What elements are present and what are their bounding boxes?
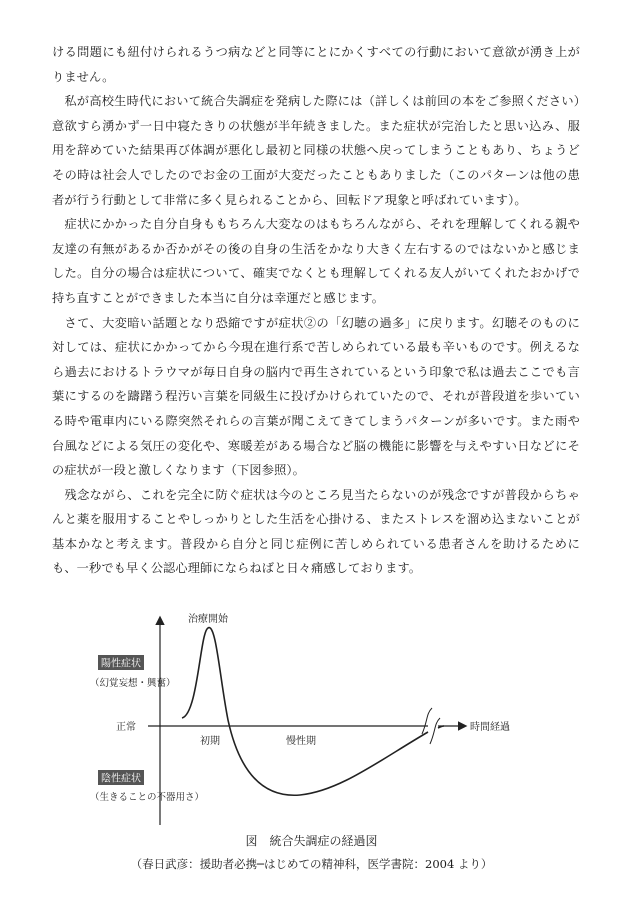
paragraph: 私が高校生時代において統合失調症を発病した際には（詳しくは前回の本をご参照ください）意欲すら湧かず一日中寝たきりの状態が半年続きました。また症状が完治したと思い込み、服用を辞めていた結果再び体調が悪化し最初と同様の状態へ戻ってしまうこともあり、ちょうどその時は社会人でしたのでお金の工面が大変だったこともありました（このパターンは他の患者が行う行動として非常に多く見られることから、回転ドア現象と呼ばれています）。	[52, 94, 580, 207]
treatment-start-label: 治療開始	[188, 614, 228, 625]
figure-citation: （春日武彦：援助者必携─はじめての精神科，医学書院：2004 より）	[130, 857, 493, 871]
paragraph: ける問題にも紐付けられるうつ病などと同等にとにかくすべての行動において意欲が湧き上がりません。	[52, 45, 580, 84]
axis-break-mark	[422, 708, 432, 734]
course-diagram	[60, 610, 580, 835]
paragraph: 症状にかかった自分自身ももちろん大変なのはもちろんながら、それを理解してくれる親や友達の有無があるか否かがその後の自身の生活をかなり大きく左右するのではないかと感じました。自分の場合は症状について、確実でなくとも理解してくれる友人がいてくれたおかげで持ち直すことができました本当に自分は幸運だと感じます。	[52, 217, 580, 305]
negative-symptom-label: 陰性症状	[101, 773, 141, 785]
normal-label: 正常	[116, 722, 136, 733]
time-axis-label: 時間経過	[470, 722, 510, 733]
paragraph: 残念ながら、これを完全に防ぐ症状は今のところ見当たらないのが残念ですが普段からちゃんと薬を服用することやしっかりとした生活を心掛ける、またストレスを溜め込まないことが基本かなと考えます。普段から自分と同じ症例に苦しめられている患者さんを助けるためにも、一秒でも早く公認心理師にならねばと日々痛感しております。	[52, 487, 580, 576]
paragraph: さて、大変暗い話題となり恐縮ですが症状②の「幻聴の過多」に戻ります。幻聴そのものに対しては、症状にかかってから今現在進行系で苦しめられている最も辛いものです。例えるなら過去におけるトラウマが毎日自身の脳内で再生されているという印象で私は過去ここでも言葉にするのを躊躇う程汚い言葉を同級生に投げかけられていたので、それが普段道を歩いている時や電車内にいる際突然それらの言葉が聞こえてきてしまうパターンが多いです。また雨や台風などによる気圧の変化や、寒暖差がある場合など脳の機能に影響を与えやすい日などにその症状が一段と激しくなります（下図参照）。	[52, 315, 580, 478]
positive-symptom-detail: （幻覚妄想・興奮）	[90, 678, 176, 689]
body-text	[52, 40, 580, 581]
figure-caption: 図 統合失調症の経過図	[245, 834, 378, 848]
axis-break-mark	[430, 718, 440, 744]
chronic-phase-label: 慢性期	[286, 736, 316, 747]
positive-symptom-label: 陽性症状	[101, 658, 141, 670]
early-phase-label: 初期	[200, 736, 220, 747]
negative-symptom-detail: （生きることの不器用さ）	[90, 792, 205, 803]
illness-course-curve	[182, 628, 428, 796]
